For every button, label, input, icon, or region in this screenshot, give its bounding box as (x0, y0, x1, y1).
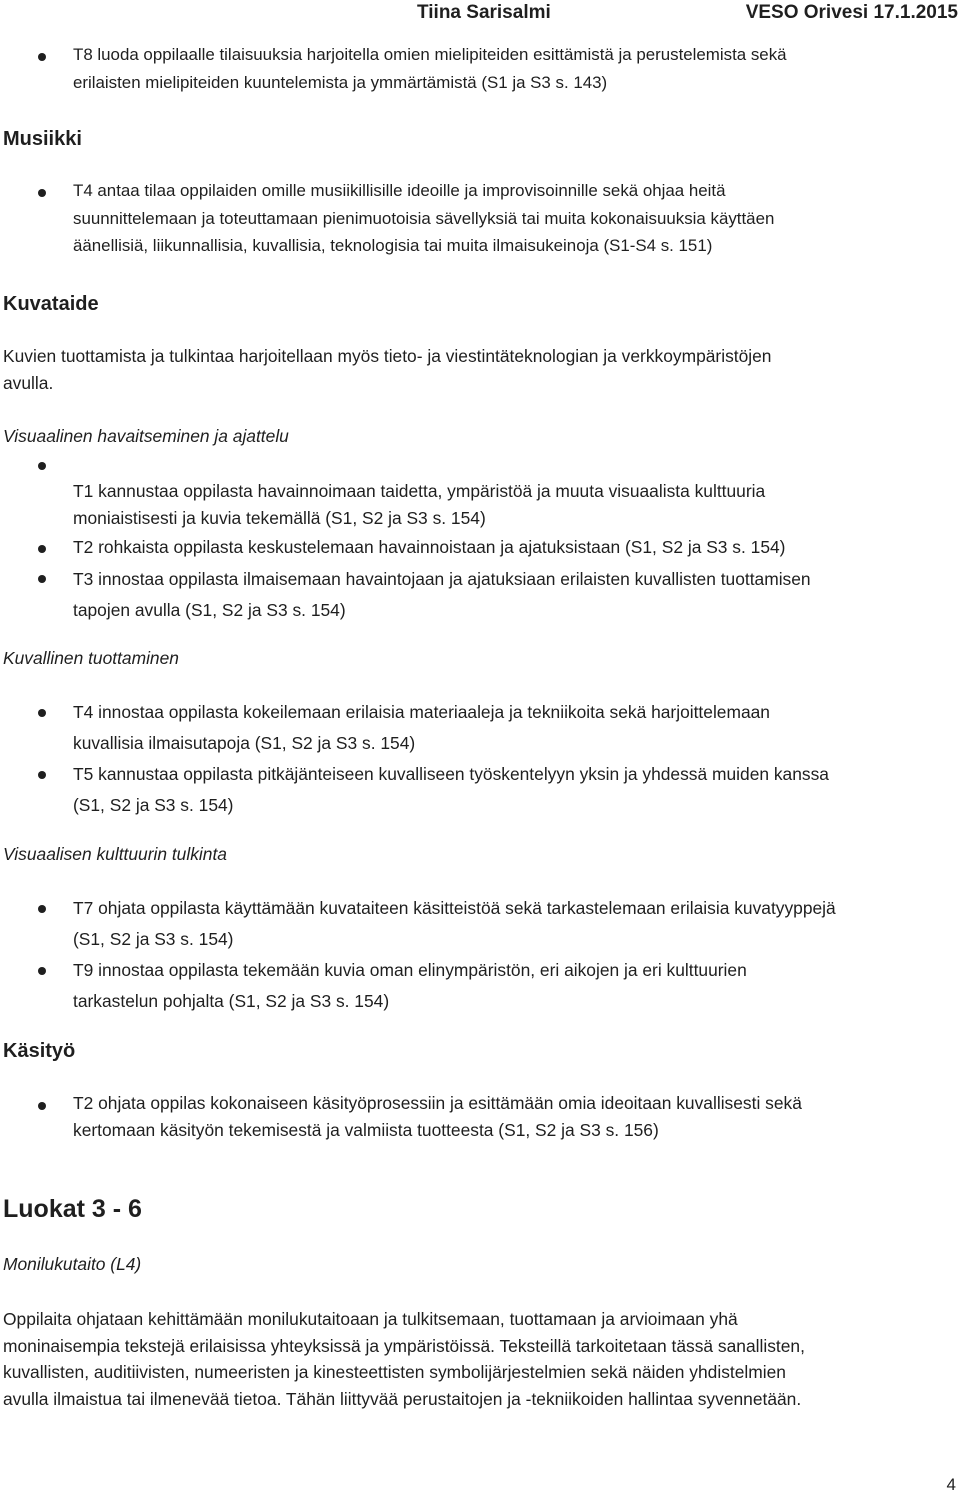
bullet-icon (38, 709, 46, 717)
bullet-icon (38, 462, 46, 470)
item-text: T2 ohjata oppilas kokonaiseen käsityöprosessiin ja esittämään omia ideoitaan kuvallisesti sekä kertomaan käsityön tekemisestä ja valmiista tuotteesta (S1, S2 ja S3 s. 156) (73, 1093, 802, 1140)
item-text: T1 kannustaa oppilasta havainnoimaan taidetta, ympäristöä ja muuta visuaalista kulttuuria moniaistisesti ja kuvia tekemällä (S1, S2 ja S3 s. 154) (73, 481, 766, 528)
bullet-icon (38, 771, 46, 779)
section-heading-luokat: Luokat 3 - 6 (3, 1195, 142, 1223)
kuvataide-intro: Kuvien tuottamista ja tulkintaa harjoitellaan myös tieto- ja viestintäteknologian ja verkkoympäristöjen avulla. (3, 346, 772, 393)
bullet-icon (38, 575, 46, 583)
bullet-icon (38, 189, 46, 197)
header-author: Tiina Sarisalmi (417, 2, 551, 23)
item-text: T4 antaa tilaa oppilaiden omille musiikillisille ideoille ja improvisoinnille sekä ohjaa heitä suunnittelemaan ja toteuttamaan pienimuotoisia sävellyksiä tai muita kokonaisuuksia käyttäen äänellisiä, liikunnallisia, kuvallisia, teknologisia tai muita ilmaisukeinoja (S1-S4 s. 151) (73, 181, 775, 255)
page-number: 4 (946, 1475, 956, 1494)
bullet-icon (38, 905, 46, 913)
item-text: T4 innostaa oppilasta kokeilemaan erilaisia materiaaleja ja tekniikoita sekä harjoittelemaan kuvallisia ilmaisutapoja (S1, S2 ja S3 s. 154) (73, 702, 770, 753)
section-heading-musiikki: Musiikki (3, 128, 82, 150)
bullet-icon (38, 545, 46, 553)
section-heading-kasityo: Käsityö (3, 1040, 76, 1062)
bullet-icon (38, 1102, 46, 1110)
bullet-icon (38, 967, 46, 975)
item-text: T2 rohkaista oppilasta keskustelemaan havainnoistaan ja ajatuksistaan (S1, S2 ja S3 s. 154) (73, 537, 786, 557)
section-heading-kuvataide: Kuvataide (3, 293, 99, 315)
subheading-monilukutaito: Monilukutaito (L4) (3, 1254, 142, 1274)
subheading-kuvallinen: Kuvallinen tuottaminen (3, 648, 179, 668)
item-text: T3 innostaa oppilasta ilmaisemaan havaintojaan ja ajatuksiaan erilaisten kuvallisten tuottamisen tapojen avulla (S1, S2 ja S3 s. 154) (73, 569, 811, 620)
subheading-visuaalisen: Visuaalisen kulttuurin tulkinta (3, 844, 227, 864)
subheading-visuaalinen: Visuaalinen havaitseminen ja ajattelu (3, 426, 289, 446)
monilukutaito-text: Oppilaita ohjataan kehittämään monilukutaitoaan ja tulkitsemaan, tuottamaan ja arvioimaan yhä moninaisempia tekstejä erilaisissa yhteyksissä ja ympäristöissä. Teksteillä tarkoitetaan tässä sanallisten, kuvallisten, auditiivisten, numeeristen ja kinesteettisten symbolijärjestelmien sekä näiden yhdistelmien avulla ilmaistua tai ilmenevää tietoa. Tähän liittyvää perustaitojen ja -tekniikoiden hallintaa syvennetään. (3, 1309, 805, 1409)
item-text: T8 luoda oppilaalle tilaisuuksia harjoitella omien mielipiteiden esittämistä ja perustelemista sekä erilaisten mielipiteiden kuuntelemista ja ymmärtämistä (S1 ja S3 s. 143) (73, 45, 787, 92)
item-text: T5 kannustaa oppilasta pitkäjänteiseen kuvalliseen työskentelyyn yksin ja yhdessä muiden kanssa (S1, S2 ja S3 s. 154) (73, 764, 829, 815)
bullet-icon (38, 53, 46, 61)
item-text: T9 innostaa oppilasta tekemään kuvia oman elinympäristön, eri aikojen ja eri kulttuurien tarkastelun pohjalta (S1, S2 ja S3 s. 154) (73, 960, 747, 1011)
header-event: VESO Orivesi 17.1.2015 (745, 2, 958, 23)
item-text: T7 ohjata oppilasta käyttämään kuvataiteen käsitteistöä sekä tarkastelemaan erilaisia kuvatyyppejä (S1, S2 ja S3 s. 154) (73, 898, 836, 949)
